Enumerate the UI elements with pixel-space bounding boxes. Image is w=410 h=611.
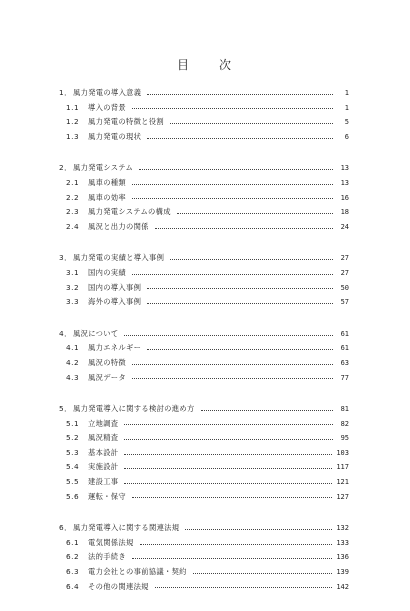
dot-leader xyxy=(124,335,333,336)
toc-page-number: 27 xyxy=(340,268,349,277)
toc-entry-number: 5.5 xyxy=(66,477,80,487)
dot-leader xyxy=(170,259,333,260)
toc-entry-number: 1.3 xyxy=(66,131,80,141)
toc-chapter-row[interactable] xyxy=(59,86,349,101)
dot-leader xyxy=(140,544,333,545)
toc-entry-number: 6.4 xyxy=(66,581,80,591)
dot-leader xyxy=(124,454,332,455)
toc-entry-number: 5． xyxy=(59,404,72,414)
toc-entry-title: 風況の特徴 xyxy=(88,357,126,367)
page-title xyxy=(0,56,410,73)
toc-entry-title: 法的手続き xyxy=(88,552,126,562)
toc-page-number: 13 xyxy=(340,164,349,173)
toc-page-number: 142 xyxy=(336,582,349,591)
dot-leader xyxy=(132,274,333,275)
toc-entry-title: 立地調査 xyxy=(88,418,119,428)
toc-entry-title: 建設工事 xyxy=(88,477,119,487)
toc-subsection-row[interactable] xyxy=(59,220,349,235)
toc-entry-title: 風力発電の導入意義 xyxy=(73,88,142,97)
toc-entry-number: 1． xyxy=(59,88,72,97)
toc-subsection-row[interactable] xyxy=(59,565,349,580)
toc-chapter-row[interactable] xyxy=(59,161,349,176)
toc-chapter-row[interactable] xyxy=(59,521,349,536)
toc-entry-title: 風力発電の特徴と役割 xyxy=(88,117,164,127)
toc-subsection-row[interactable] xyxy=(59,550,349,565)
toc-entry-number: 2.4 xyxy=(66,221,80,231)
toc-page-number: 139 xyxy=(336,568,349,577)
toc-entry-number: 4． xyxy=(59,328,72,338)
dot-leader xyxy=(177,213,333,214)
toc-page-number: 61 xyxy=(340,329,349,338)
toc-chapter-row[interactable] xyxy=(59,327,349,342)
toc-page-number: 61 xyxy=(340,344,349,353)
toc-page-number: 117 xyxy=(336,463,349,472)
dot-leader xyxy=(147,138,333,139)
toc-entry-title: 風車の種類 xyxy=(88,177,126,187)
toc-section xyxy=(59,521,349,594)
dot-leader xyxy=(124,483,332,484)
dot-leader xyxy=(147,288,333,289)
dot-leader xyxy=(170,123,333,124)
dot-leader xyxy=(132,364,333,365)
toc-entry-title: 風況について xyxy=(73,328,119,338)
toc-page-number: 27 xyxy=(340,254,349,263)
toc-entry-title: 電力会社との事前協議・契約 xyxy=(88,567,187,577)
toc-page-number: 82 xyxy=(340,419,349,428)
toc-entry-number: 5.1 xyxy=(66,418,80,428)
toc-entry-title: 国内の導入事例 xyxy=(88,282,142,292)
toc-subsection-row[interactable] xyxy=(59,371,349,386)
toc-page-number: 127 xyxy=(336,492,349,501)
toc-page-number: 103 xyxy=(336,448,349,457)
dot-leader xyxy=(155,587,333,588)
toc-subsection-row[interactable] xyxy=(59,446,349,461)
toc-subsection-row[interactable] xyxy=(59,460,349,475)
toc-page-number: 132 xyxy=(336,524,349,533)
dot-leader xyxy=(139,169,333,170)
toc-entry-title: 風力エネルギー xyxy=(88,343,142,353)
toc-subsection-row[interactable] xyxy=(59,341,349,356)
toc-entry-number: 1.2 xyxy=(66,117,80,127)
toc-entry-title: 風況精査 xyxy=(88,433,119,443)
dot-leader xyxy=(185,529,332,530)
toc-entry-number: 3.3 xyxy=(66,297,80,307)
toc-entry-title: 導入の背景 xyxy=(88,102,126,112)
toc-section xyxy=(59,402,349,504)
toc-entry-title: 運転・保守 xyxy=(88,491,126,501)
toc-entry-title: 国内の実績 xyxy=(88,267,126,277)
toc-entry-title: 基本設計 xyxy=(88,447,119,457)
toc-page-number: 24 xyxy=(340,222,349,231)
dot-leader xyxy=(124,424,333,425)
table-of-contents xyxy=(59,86,349,611)
toc-entry-number: 5.2 xyxy=(66,433,80,443)
toc-subsection-row[interactable] xyxy=(59,580,349,595)
toc-entry-number: 2． xyxy=(59,163,72,173)
toc-page-number: 77 xyxy=(340,373,349,382)
toc-page-number: 95 xyxy=(340,434,349,443)
dot-leader xyxy=(132,497,332,498)
toc-subsection-row[interactable] xyxy=(59,130,349,145)
dot-leader xyxy=(132,378,333,379)
toc-entry-title: 風況と出力の関係 xyxy=(88,221,149,231)
toc-entry-number: 4.3 xyxy=(66,372,80,382)
toc-page-number: 63 xyxy=(340,358,349,367)
toc-page-number: 1 xyxy=(344,89,349,97)
toc-entry-number: 2.1 xyxy=(66,177,80,187)
toc-entry-number: 3． xyxy=(59,253,72,263)
dot-leader xyxy=(132,184,333,185)
dot-leader xyxy=(132,558,332,559)
toc-entry-number: 2.3 xyxy=(66,207,80,217)
dot-leader xyxy=(155,228,333,229)
toc-subsection-row[interactable] xyxy=(59,205,349,220)
dot-leader xyxy=(147,94,333,95)
toc-entry-title: 風力発電の現状 xyxy=(88,131,142,141)
toc-subsection-row[interactable] xyxy=(59,281,349,296)
toc-chapter-row[interactable] xyxy=(59,402,349,417)
toc-entry-number: 3.1 xyxy=(66,267,80,277)
dot-leader xyxy=(201,410,333,411)
toc-subsection-row[interactable] xyxy=(59,417,349,432)
toc-entry-number: 6.3 xyxy=(66,567,80,577)
dot-leader xyxy=(193,573,333,574)
toc-section xyxy=(59,251,349,309)
toc-entry-title: 風況データ xyxy=(88,372,126,382)
toc-entry-title: 風車の効率 xyxy=(88,192,126,202)
page-title-right: 次 xyxy=(219,58,234,72)
toc-chapter-row[interactable] xyxy=(59,251,349,266)
toc-entry-number: 6． xyxy=(59,523,72,533)
dot-leader xyxy=(132,198,333,199)
toc-entry-number: 5.3 xyxy=(66,447,80,457)
toc-entry-number: 3.2 xyxy=(66,282,80,292)
toc-page-number: 121 xyxy=(336,478,349,487)
toc-section xyxy=(59,86,349,144)
toc-entry-title: 実施設計 xyxy=(88,462,119,472)
toc-entry-title: 風力発電システム xyxy=(73,163,134,173)
toc-entry-title: 風力発電システムの構成 xyxy=(88,207,171,217)
toc-page-number: 16 xyxy=(340,193,349,202)
toc-entry-title: その他の関連法規 xyxy=(88,581,149,591)
toc-page-number: 81 xyxy=(340,405,349,414)
dot-leader xyxy=(124,468,332,469)
toc-subsection-row[interactable] xyxy=(59,176,349,191)
toc-entry-number: 6.2 xyxy=(66,552,80,562)
toc-entry-title: 風力発電導入に関する関連法規 xyxy=(73,523,180,533)
toc-page-number: 13 xyxy=(340,178,349,187)
toc-entry-number: 4.2 xyxy=(66,357,80,367)
toc-subsection-row[interactable] xyxy=(59,266,349,281)
toc-page-number: 50 xyxy=(340,283,349,292)
toc-page-number: 133 xyxy=(336,538,349,547)
toc-subsection-row[interactable] xyxy=(59,191,349,206)
dot-leader xyxy=(124,439,333,440)
toc-subsection-row[interactable] xyxy=(59,101,349,116)
toc-section xyxy=(59,161,349,234)
toc-subsection-row[interactable] xyxy=(59,536,349,551)
toc-page-number: 5 xyxy=(344,118,349,127)
toc-subsection-row[interactable] xyxy=(59,431,349,446)
page-title-left: 目 xyxy=(176,58,191,72)
toc-entry-title: 風力発電の実績と導入事例 xyxy=(73,253,165,263)
toc-subsection-row[interactable] xyxy=(59,115,349,130)
toc-section xyxy=(59,327,349,385)
toc-subsection-row[interactable] xyxy=(59,295,349,310)
toc-entry-number: 4.1 xyxy=(66,343,80,353)
toc-page-number: 57 xyxy=(340,298,349,307)
toc-subsection-row[interactable] xyxy=(59,356,349,371)
toc-entry-number: 6.1 xyxy=(66,537,80,547)
dot-leader xyxy=(147,303,333,304)
toc-entry-title: 風力発電導入に関する検討の進め方 xyxy=(73,404,195,414)
toc-entry-title: 電気関係法規 xyxy=(88,537,134,547)
toc-page-number: 6 xyxy=(344,132,349,141)
toc-subsection-row[interactable] xyxy=(59,475,349,490)
toc-entry-number: 5.6 xyxy=(66,491,80,501)
toc-entry-number: 1.1 xyxy=(66,102,80,112)
dot-leader xyxy=(132,108,333,109)
toc-page-number: 1 xyxy=(344,103,349,112)
toc-subsection-row[interactable] xyxy=(59,490,349,505)
toc-page-number: 136 xyxy=(336,553,349,562)
dot-leader xyxy=(147,349,333,350)
toc-entry-number: 2.2 xyxy=(66,192,80,202)
toc-entry-title: 海外の導入事例 xyxy=(88,297,142,307)
toc-page-number: 18 xyxy=(340,208,349,217)
toc-entry-number: 5.4 xyxy=(66,462,80,472)
